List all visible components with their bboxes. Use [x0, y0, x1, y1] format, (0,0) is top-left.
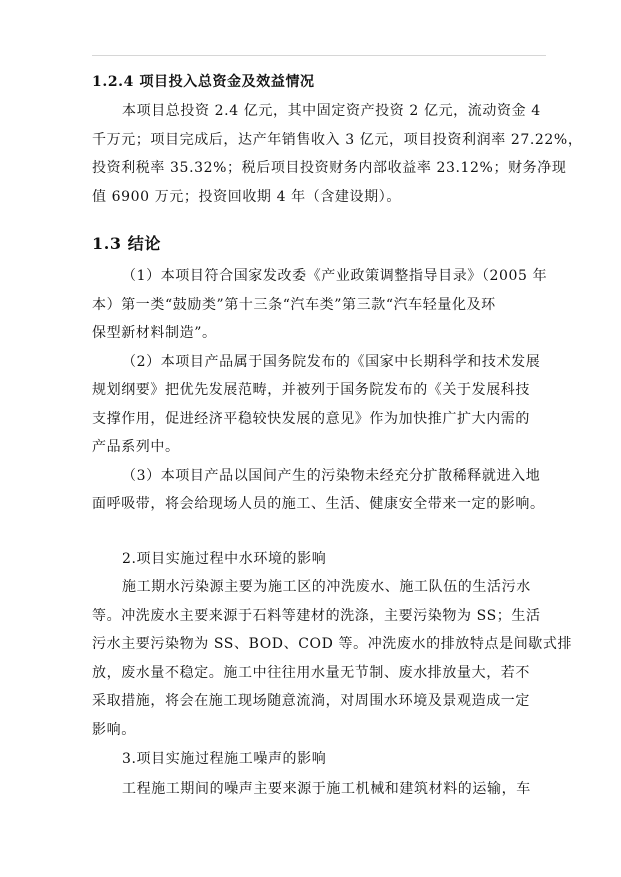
paragraph-investment [92, 97, 583, 211]
text-line: 等。冲洗废水主要来源于石料等建材的洗涤，主要污染物为 SS；生活 [92, 607, 541, 624]
text-line: 千万元；项目完成后，达产年销售收入 3 亿元，项目投资利润率 27.22%， [92, 131, 583, 148]
text-line: 影响。 [92, 721, 136, 738]
text-line: 支撑作用，促进经济平稳较快发展的意见》作为加快推广扩大内需的 [92, 410, 530, 427]
text-line: 产品系列中。 [92, 439, 180, 455]
text-line: （3）本项目产品以国间产生的污染物未经充分扩散稀释就进入地 [122, 467, 541, 484]
text-line: （1）本项目符合国家发改委《产业政策调整指导目录》（2005 年 [122, 268, 548, 284]
text-line: 值 6900 万元；投资回收期 4 年（含建设期）。 [92, 188, 401, 205]
text-line: 面呼吸带，将会给现场人员的施工、生活、健康安全带来一定的影响。 [92, 496, 545, 512]
section-heading-1-2-4: 1.2.4 项目投入总资金及效益情况 [92, 74, 315, 90]
text-line: 规划纲要》把优先发展范畴，并被列于国务院发布的《关于发展科技 [92, 382, 530, 398]
text-line: 保型新材料制造”。 [92, 325, 217, 341]
text-line: 施工期水污染源主要为施工区的冲洗废水、施工队伍的生活污水 [122, 579, 531, 595]
text-line: 本）第一类“鼓励类”第十三条“汽车类”第三款“汽车轻量化及环 [92, 296, 496, 313]
text-line: （2）本项目产品属于国务院发布的《国家中长期科学和技术发展 [122, 353, 541, 370]
text-line: 投资利税率 35.32%；税后项目投资财务内部收益率 23.12%；财务净现 [92, 160, 567, 176]
text-line: 放，废水量不稳定。施工中往往用水量无节制、废水排放量大，若不 [92, 664, 530, 681]
water-heading: 2.项目实施过程中水环境的影响 [122, 551, 327, 567]
header-rule [92, 55, 546, 56]
text-line: 污水主要污染物为 SS、BOD、COD 等。冲洗废水的排放特点是间歇式排 [92, 636, 573, 652]
noise-heading: 3.项目实施过程施工噪声的影响 [122, 751, 327, 767]
conclusion-list [92, 262, 548, 519]
text-line: 采取措施，将会在施工现场随意流淌，对周围水环境及景观造成一定 [92, 693, 530, 709]
text-line: 本项目总投资 2.4 亿元，其中固定资产投资 2 亿元，流动资金 4 [122, 103, 541, 119]
paragraph-noise [92, 775, 532, 804]
section-heading-1-3: 1.3 结论 [92, 234, 162, 253]
text-line: 工程施工期间的噪声主要来源于施工机械和建筑材料的运输，车 [122, 781, 531, 797]
paragraph-water [92, 573, 573, 744]
